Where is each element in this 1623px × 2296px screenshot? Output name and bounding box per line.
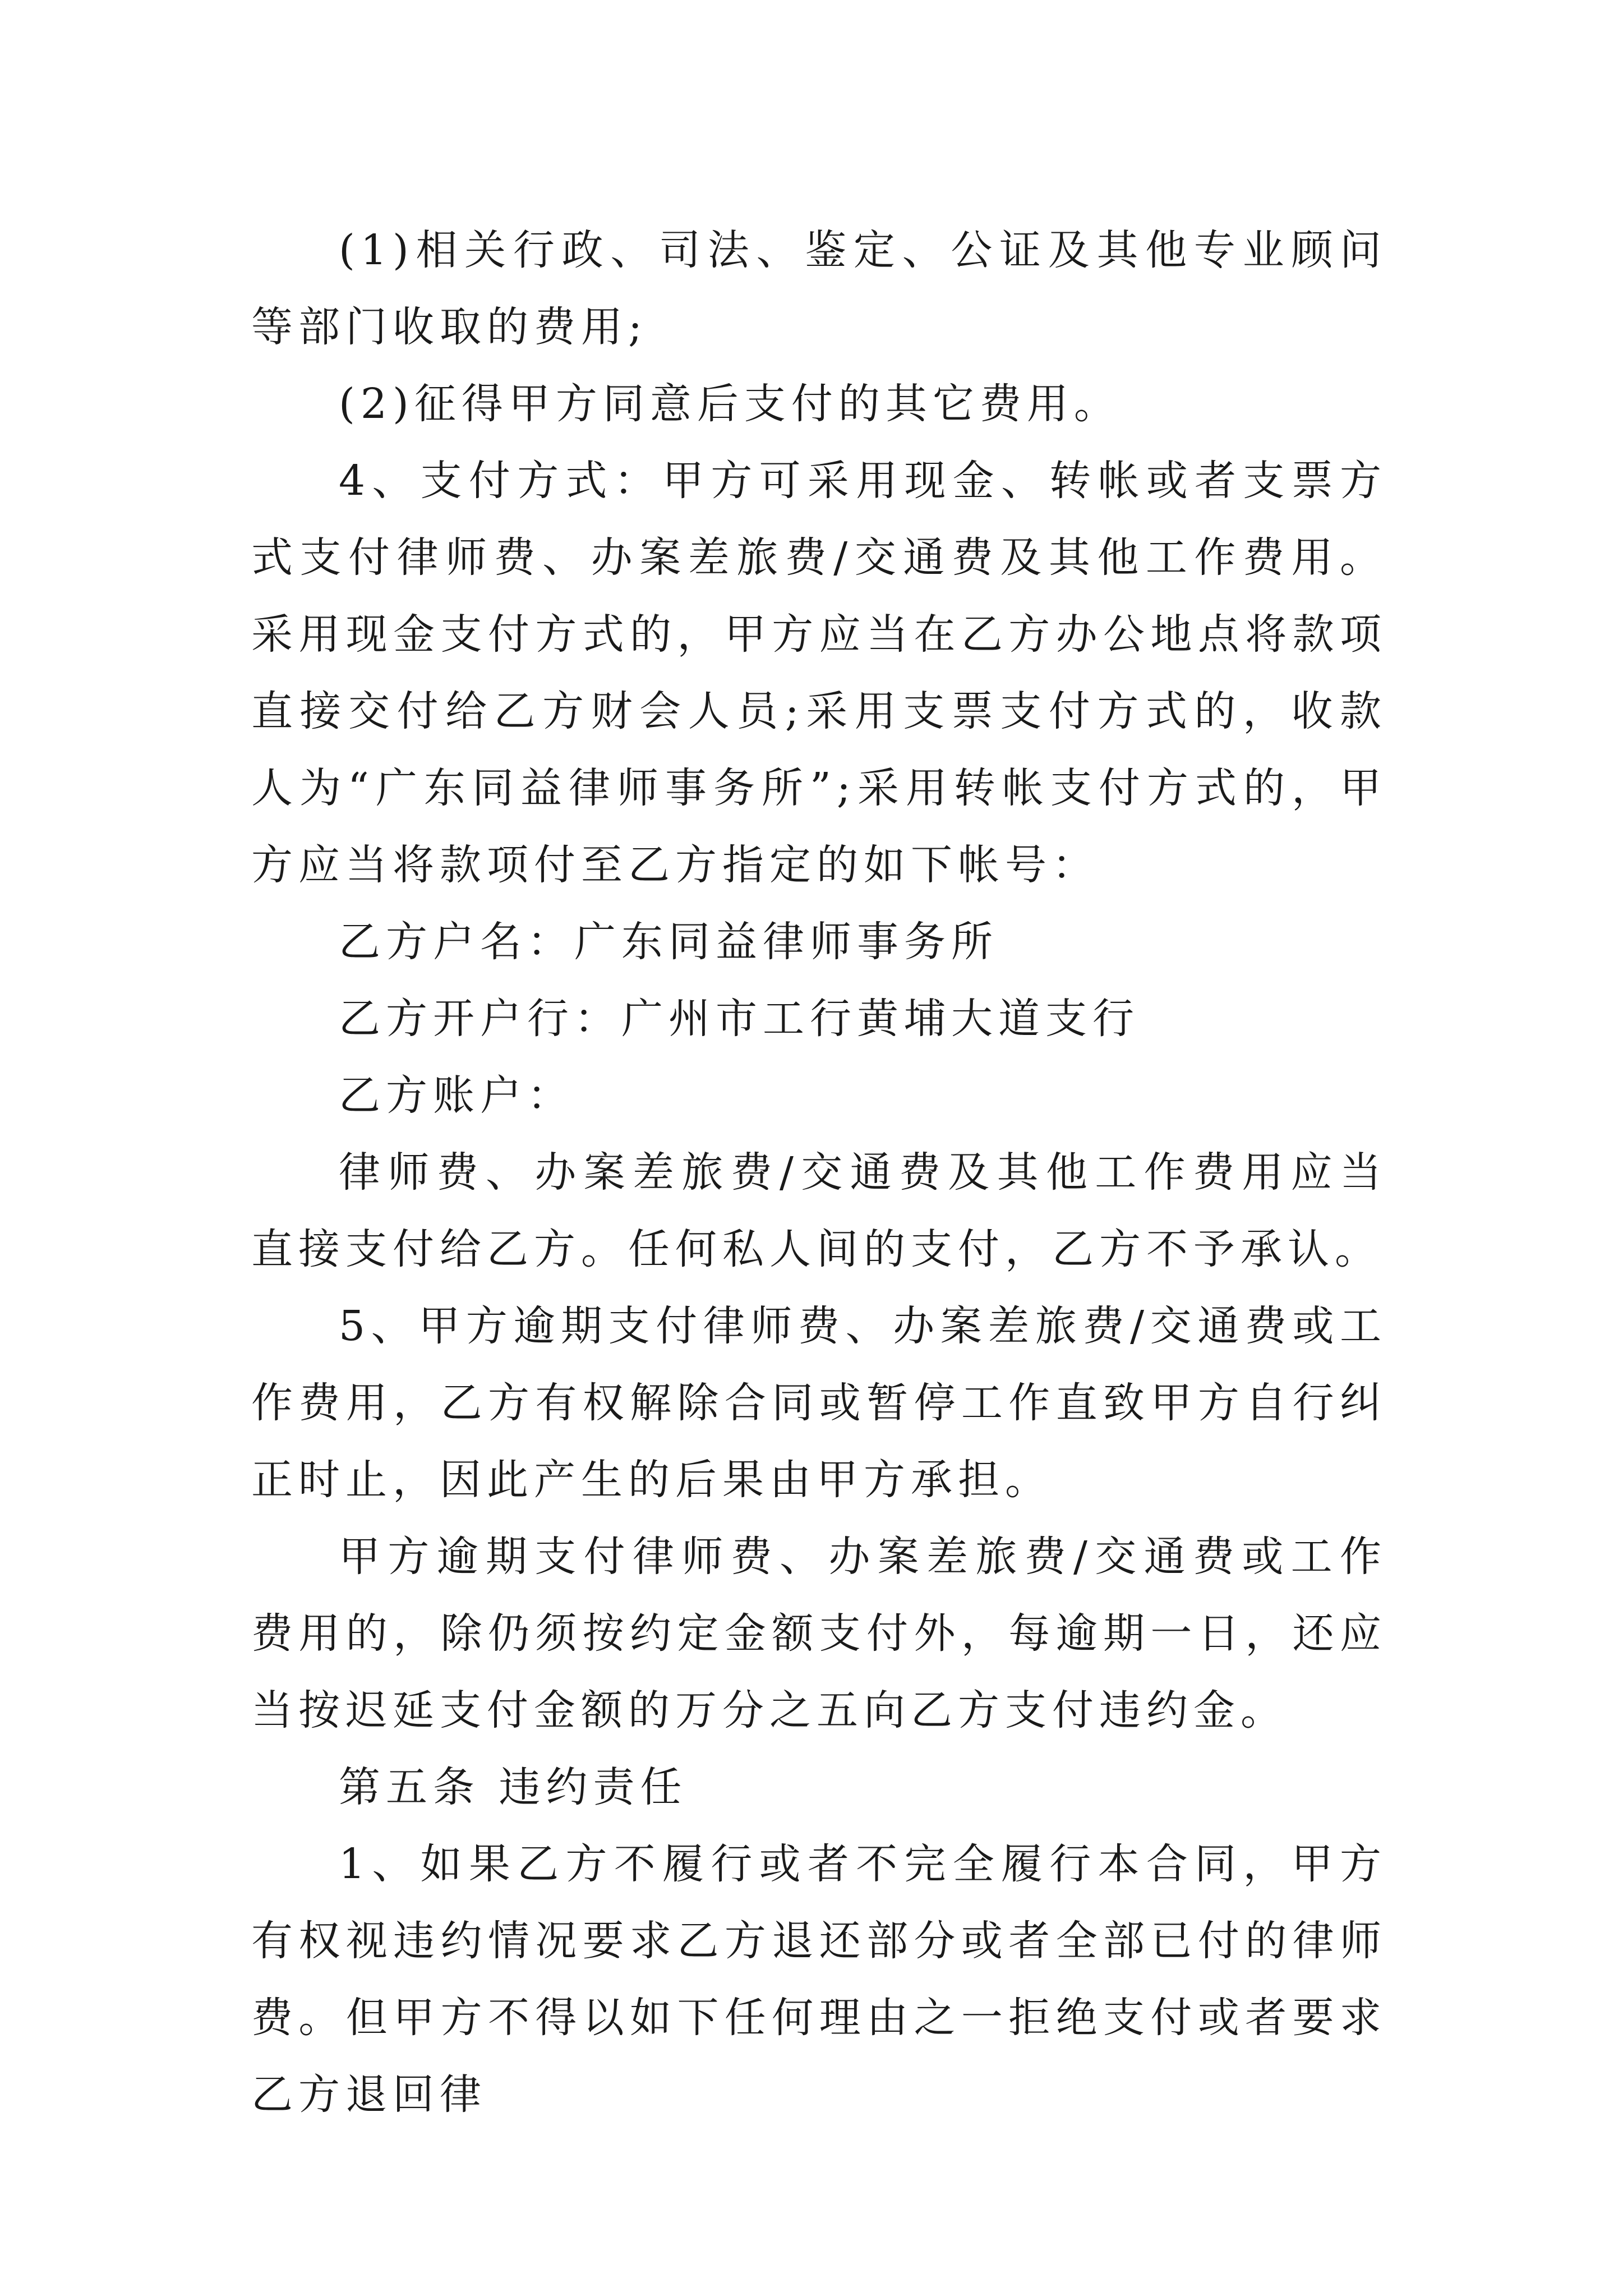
paragraph-overdue-termination: 5、甲方逾期支付律师费、办案差旅费/交通费或工作费用，乙方有权解除合同或暂停工作直致甲方自行纠正时止，因此产生的后果由甲方承担。 [251, 1302, 1387, 1504]
paragraph-account-number: 乙方账户： [339, 1071, 574, 1120]
section-heading-breach-liability: 第五条 违约责任 [339, 1763, 688, 1811]
paragraph-fee-item-2: (2)征得甲方同意后支付的其它费用。 [339, 380, 1121, 428]
paragraph-account-bank: 乙方开户行：广州市工行黄埔大道支行 [339, 995, 1140, 1043]
paragraph-breach-item-1: 1、如果乙方不履行或者不完全履行本合同，甲方有权视违约情况要求乙方退还部分或者全部已付的律师费。但甲方不得以如下任何理由之一拒绝支付或者要求乙方退回律 [251, 1840, 1387, 2119]
paragraph-fee-item-1: (1)相关行政、司法、鉴定、公证及其他专业顾问等部门收取的费用; [251, 226, 1387, 351]
paragraph-overdue-penalty: 甲方逾期支付律师费、办案差旅费/交通费或工作费用的，除仍须按约定金额支付外，每逾期一日，还应当按迟延支付金额的万分之五向乙方支付违约金。 [251, 1533, 1387, 1734]
document-body [251, 212, 1387, 2133]
paragraph-direct-payment: 律师费、办案差旅费/交通费及其他工作费用应当直接支付给乙方。任何私人间的支付，乙方不予承认。 [251, 1148, 1387, 1273]
paragraph-account-name: 乙方户名：广东同益律师事务所 [339, 918, 998, 966]
paragraph-payment-method: 4、支付方式：甲方可采用现金、转帐或者支票方式支付律师费、办案差旅费/交通费及其他工作费用。采用现金支付方式的，甲方应当在乙方办公地点将款项直接交付给乙方财会人员;采用支票支付方式的，收款人为“广东同益律师事务所”;采用转帐支付方式的，甲方应当将款项付至乙方指定的如下帐号： [251, 457, 1387, 889]
